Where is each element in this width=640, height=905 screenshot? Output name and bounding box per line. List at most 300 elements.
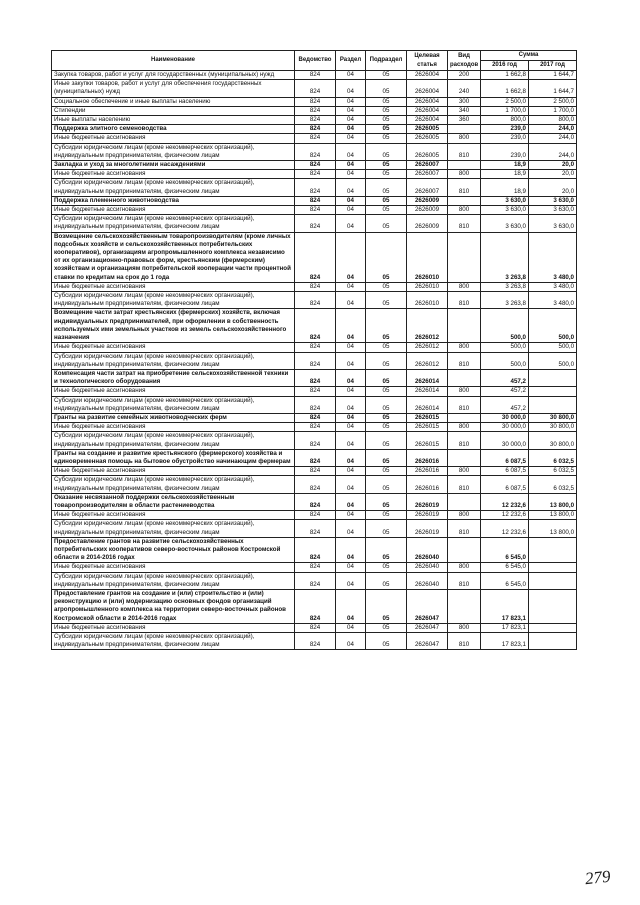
cell-tselevaya: 2626015 bbox=[407, 423, 448, 432]
cell-vedomstvo: 824 bbox=[295, 206, 336, 215]
cell-vedomstvo: 824 bbox=[295, 537, 336, 563]
cell-razdel: 04 bbox=[336, 232, 366, 282]
table-body bbox=[52, 71, 577, 650]
cell-2017: 6 032,5 bbox=[529, 449, 577, 466]
cell-razdel: 04 bbox=[336, 449, 366, 466]
cell-razdel: 04 bbox=[336, 97, 366, 106]
cell-vedomstvo: 824 bbox=[295, 97, 336, 106]
cell-podrazdel: 05 bbox=[366, 369, 407, 386]
table-row bbox=[52, 572, 577, 589]
cell-vedomstvo: 824 bbox=[295, 511, 336, 520]
cell-2017: 500,0 bbox=[529, 309, 577, 343]
cell-vedomstvo: 824 bbox=[295, 572, 336, 589]
cell-razdel: 04 bbox=[336, 215, 366, 232]
cell-2017 bbox=[529, 563, 577, 572]
cell-tselevaya: 2626019 bbox=[407, 511, 448, 520]
cell-2017: 244,0 bbox=[529, 143, 577, 160]
cell-name: Иные закупки товаров, работ и услуг для обеспечения государственных (муниципальных) нужд bbox=[52, 80, 295, 97]
cell-vid: 810 bbox=[448, 572, 481, 589]
cell-2017: 13 800,0 bbox=[529, 493, 577, 510]
cell-razdel: 04 bbox=[336, 493, 366, 510]
table-row bbox=[52, 413, 577, 422]
cell-tselevaya: 2626040 bbox=[407, 563, 448, 572]
budget-table bbox=[51, 50, 577, 650]
cell-name: Субсидии юридическим лицам (кроме некоммерческих организаций), индивидуальным предпринимателям, физическим лицам bbox=[52, 352, 295, 369]
cell-2016: 1 662,8 bbox=[481, 80, 529, 97]
table-row bbox=[52, 143, 577, 160]
cell-podrazdel: 05 bbox=[366, 396, 407, 413]
cell-2016: 457,2 bbox=[481, 369, 529, 386]
page-number: 279 bbox=[584, 866, 612, 889]
cell-name: Иные бюджетные ассигнования bbox=[52, 387, 295, 396]
cell-vedomstvo: 824 bbox=[295, 161, 336, 170]
cell-name: Поддержка элитного семеноводства bbox=[52, 125, 295, 134]
table-row bbox=[52, 589, 577, 623]
cell-podrazdel: 05 bbox=[366, 116, 407, 125]
cell-2017: 20,0 bbox=[529, 161, 577, 170]
cell-2017: 20,0 bbox=[529, 179, 577, 196]
cell-vid: 810 bbox=[448, 292, 481, 309]
table-row bbox=[52, 232, 577, 282]
header-vid: Вид расходов bbox=[448, 51, 481, 71]
cell-2017 bbox=[529, 369, 577, 386]
table-row bbox=[52, 387, 577, 396]
cell-podrazdel: 05 bbox=[366, 563, 407, 572]
header-razdel: Раздел bbox=[336, 51, 366, 71]
cell-tselevaya: 2626004 bbox=[407, 106, 448, 115]
cell-name: Иные бюджетные ассигнования bbox=[52, 467, 295, 476]
cell-2016: 239,0 bbox=[481, 125, 529, 134]
table-row bbox=[52, 179, 577, 196]
cell-razdel: 04 bbox=[336, 413, 366, 422]
cell-name: Субсидии юридическим лицам (кроме некоммерческих организаций), индивидуальным предпринимателям, физическим лицам bbox=[52, 633, 295, 650]
cell-vedomstvo: 824 bbox=[295, 449, 336, 466]
table-row bbox=[52, 206, 577, 215]
cell-podrazdel: 05 bbox=[366, 232, 407, 282]
cell-vedomstvo: 824 bbox=[295, 623, 336, 632]
table-row bbox=[52, 282, 577, 291]
cell-tselevaya: 2626040 bbox=[407, 572, 448, 589]
cell-name: Иные бюджетные ассигнования bbox=[52, 206, 295, 215]
cell-2016: 3 263,8 bbox=[481, 282, 529, 291]
cell-vid: 810 bbox=[448, 143, 481, 160]
header-2017: 2017 год bbox=[529, 61, 577, 71]
cell-tselevaya: 2626040 bbox=[407, 537, 448, 563]
cell-2017 bbox=[529, 633, 577, 650]
cell-name: Субсидии юридическим лицам (кроме некоммерческих организаций), индивидуальным предпринимателям, физическим лицам bbox=[52, 520, 295, 537]
cell-tselevaya: 2626009 bbox=[407, 215, 448, 232]
cell-vid bbox=[448, 161, 481, 170]
cell-podrazdel: 05 bbox=[366, 215, 407, 232]
cell-razdel: 04 bbox=[336, 179, 366, 196]
cell-vedomstvo: 824 bbox=[295, 387, 336, 396]
cell-tselevaya: 2626004 bbox=[407, 80, 448, 97]
cell-name: Закупка товаров, работ и услуг для государственных (муниципальных) нужд bbox=[52, 71, 295, 80]
cell-2016: 800,0 bbox=[481, 116, 529, 125]
cell-vid: 800 bbox=[448, 282, 481, 291]
cell-2017 bbox=[529, 623, 577, 632]
cell-vedomstvo: 824 bbox=[295, 134, 336, 143]
header-podrazdel: Подраздел bbox=[366, 51, 407, 71]
cell-vedomstvo: 824 bbox=[295, 369, 336, 386]
cell-vid: 800 bbox=[448, 134, 481, 143]
table-row bbox=[52, 369, 577, 386]
cell-vedomstvo: 824 bbox=[295, 423, 336, 432]
table-row bbox=[52, 467, 577, 476]
cell-podrazdel: 05 bbox=[366, 292, 407, 309]
cell-podrazdel: 05 bbox=[366, 476, 407, 493]
cell-podrazdel: 05 bbox=[366, 413, 407, 422]
cell-tselevaya: 2626015 bbox=[407, 413, 448, 422]
cell-podrazdel: 05 bbox=[366, 206, 407, 215]
cell-razdel: 04 bbox=[336, 292, 366, 309]
cell-podrazdel: 05 bbox=[366, 71, 407, 80]
cell-tselevaya: 2626015 bbox=[407, 432, 448, 449]
cell-name: Субсидии юридическим лицам (кроме некоммерческих организаций), индивидуальным предпринимателям, физическим лицам bbox=[52, 143, 295, 160]
cell-vedomstvo: 824 bbox=[295, 633, 336, 650]
cell-tselevaya: 2626014 bbox=[407, 369, 448, 386]
cell-vedomstvo: 824 bbox=[295, 352, 336, 369]
table-row bbox=[52, 520, 577, 537]
cell-tselevaya: 2626010 bbox=[407, 232, 448, 282]
cell-vedomstvo: 824 bbox=[295, 563, 336, 572]
cell-razdel: 04 bbox=[336, 520, 366, 537]
cell-2016: 6 545,0 bbox=[481, 537, 529, 563]
cell-podrazdel: 05 bbox=[366, 196, 407, 205]
table-row bbox=[52, 292, 577, 309]
cell-2017: 500,0 bbox=[529, 343, 577, 352]
cell-2017: 1 700,0 bbox=[529, 106, 577, 115]
cell-vid bbox=[448, 589, 481, 623]
cell-name: Иные бюджетные ассигнования bbox=[52, 343, 295, 352]
cell-2017: 30 800,0 bbox=[529, 413, 577, 422]
cell-2017: 6 032,5 bbox=[529, 476, 577, 493]
cell-2017 bbox=[529, 572, 577, 589]
cell-name: Иные бюджетные ассигнования bbox=[52, 423, 295, 432]
cell-name: Субсидии юридическим лицам (кроме некоммерческих организаций), индивидуальным предпринимателям, физическим лицам bbox=[52, 572, 295, 589]
cell-vedomstvo: 824 bbox=[295, 396, 336, 413]
cell-podrazdel: 05 bbox=[366, 179, 407, 196]
cell-vid: 800 bbox=[448, 206, 481, 215]
cell-podrazdel: 05 bbox=[366, 97, 407, 106]
cell-razdel: 04 bbox=[336, 563, 366, 572]
cell-vid: 800 bbox=[448, 563, 481, 572]
cell-vid: 810 bbox=[448, 633, 481, 650]
cell-name: Иные бюджетные ассигнования bbox=[52, 170, 295, 179]
cell-vid: 340 bbox=[448, 106, 481, 115]
cell-vedomstvo: 824 bbox=[295, 309, 336, 343]
cell-podrazdel: 05 bbox=[366, 520, 407, 537]
cell-2017: 500,0 bbox=[529, 352, 577, 369]
cell-razdel: 04 bbox=[336, 432, 366, 449]
cell-razdel: 04 bbox=[336, 143, 366, 160]
cell-name: Оказание несвязанной поддержки сельскохозяйственным товаропроизводителям в области растениеводства bbox=[52, 493, 295, 510]
cell-vedomstvo: 824 bbox=[295, 106, 336, 115]
cell-2016: 2 500,0 bbox=[481, 97, 529, 106]
cell-2017: 13 800,0 bbox=[529, 520, 577, 537]
cell-podrazdel: 05 bbox=[366, 572, 407, 589]
cell-vid: 800 bbox=[448, 623, 481, 632]
cell-name: Иные бюджетные ассигнования bbox=[52, 134, 295, 143]
cell-razdel: 04 bbox=[336, 396, 366, 413]
cell-podrazdel: 05 bbox=[366, 423, 407, 432]
cell-vedomstvo: 824 bbox=[295, 143, 336, 160]
cell-razdel: 04 bbox=[336, 476, 366, 493]
cell-vedomstvo: 824 bbox=[295, 215, 336, 232]
cell-vid bbox=[448, 196, 481, 205]
cell-2016: 17 823,1 bbox=[481, 633, 529, 650]
cell-podrazdel: 05 bbox=[366, 343, 407, 352]
cell-2017: 30 800,0 bbox=[529, 423, 577, 432]
header-vedomstvo: Ведомство bbox=[295, 51, 336, 71]
table-row bbox=[52, 563, 577, 572]
cell-2017 bbox=[529, 537, 577, 563]
cell-tselevaya: 2626009 bbox=[407, 206, 448, 215]
cell-tselevaya: 2626047 bbox=[407, 589, 448, 623]
table-row bbox=[52, 125, 577, 134]
cell-name: Субсидии юридическим лицам (кроме некоммерческих организаций), индивидуальным предпринимателям, физическим лицам bbox=[52, 215, 295, 232]
cell-tselevaya: 2626047 bbox=[407, 633, 448, 650]
cell-podrazdel: 05 bbox=[366, 125, 407, 134]
cell-vid bbox=[448, 413, 481, 422]
cell-razdel: 04 bbox=[336, 511, 366, 520]
cell-name: Субсидии юридическим лицам (кроме некоммерческих организаций), индивидуальным предпринимателям, физическим лицам bbox=[52, 396, 295, 413]
cell-tselevaya: 2626004 bbox=[407, 97, 448, 106]
cell-2016: 500,0 bbox=[481, 309, 529, 343]
cell-2017: 3 630,0 bbox=[529, 196, 577, 205]
cell-podrazdel: 05 bbox=[366, 170, 407, 179]
cell-2017: 244,0 bbox=[529, 125, 577, 134]
cell-tselevaya: 2626019 bbox=[407, 493, 448, 510]
cell-podrazdel: 05 bbox=[366, 589, 407, 623]
cell-2017: 3 480,0 bbox=[529, 282, 577, 291]
cell-2017: 800,0 bbox=[529, 116, 577, 125]
cell-razdel: 04 bbox=[336, 423, 366, 432]
cell-2016: 500,0 bbox=[481, 352, 529, 369]
table-row bbox=[52, 633, 577, 650]
cell-tselevaya: 2626004 bbox=[407, 71, 448, 80]
cell-razdel: 04 bbox=[336, 387, 366, 396]
cell-razdel: 04 bbox=[336, 572, 366, 589]
cell-podrazdel: 05 bbox=[366, 493, 407, 510]
cell-2017: 20,0 bbox=[529, 170, 577, 179]
cell-vid bbox=[448, 309, 481, 343]
table-row bbox=[52, 161, 577, 170]
cell-podrazdel: 05 bbox=[366, 432, 407, 449]
cell-razdel: 04 bbox=[336, 196, 366, 205]
cell-podrazdel: 05 bbox=[366, 537, 407, 563]
cell-vedomstvo: 824 bbox=[295, 343, 336, 352]
cell-2016: 6 087,5 bbox=[481, 449, 529, 466]
cell-vid: 810 bbox=[448, 520, 481, 537]
cell-podrazdel: 05 bbox=[366, 633, 407, 650]
cell-name: Субсидии юридическим лицам (кроме некоммерческих организаций), индивидуальным предпринимателям, физическим лицам bbox=[52, 476, 295, 493]
cell-podrazdel: 05 bbox=[366, 623, 407, 632]
table-row bbox=[52, 432, 577, 449]
cell-tselevaya: 2626007 bbox=[407, 170, 448, 179]
cell-2016: 30 000,0 bbox=[481, 423, 529, 432]
cell-vid: 810 bbox=[448, 179, 481, 196]
cell-vid: 300 bbox=[448, 97, 481, 106]
cell-vid: 800 bbox=[448, 170, 481, 179]
table-row bbox=[52, 170, 577, 179]
cell-razdel: 04 bbox=[336, 352, 366, 369]
cell-tselevaya: 2626005 bbox=[407, 134, 448, 143]
cell-vedomstvo: 824 bbox=[295, 476, 336, 493]
cell-razdel: 04 bbox=[336, 633, 366, 650]
cell-2016: 3 630,0 bbox=[481, 196, 529, 205]
cell-vedomstvo: 824 bbox=[295, 116, 336, 125]
cell-2016: 457,2 bbox=[481, 396, 529, 413]
cell-name: Предоставление грантов на создание и (или) строительство и (или) реконструкцию и (или) модернизацию основных фондов организаций агропромышленного комплекса на территории северо-восточных районов Костромской области в 2014-2016 годах bbox=[52, 589, 295, 623]
cell-name: Иные бюджетные ассигнования bbox=[52, 623, 295, 632]
cell-vedomstvo: 824 bbox=[295, 292, 336, 309]
cell-name: Предоставление грантов на развитие сельскохозяйственных потребительских кооперативов северо-восточных районов Костромской области в 2014-2016 годах bbox=[52, 537, 295, 563]
cell-razdel: 04 bbox=[336, 161, 366, 170]
cell-2016: 3 630,0 bbox=[481, 206, 529, 215]
cell-razdel: 04 bbox=[336, 106, 366, 115]
table-row bbox=[52, 106, 577, 115]
cell-vedomstvo: 824 bbox=[295, 179, 336, 196]
table-row bbox=[52, 423, 577, 432]
table-row bbox=[52, 215, 577, 232]
cell-2016: 17 823,1 bbox=[481, 623, 529, 632]
cell-2017: 3 630,0 bbox=[529, 206, 577, 215]
table-row bbox=[52, 476, 577, 493]
cell-name: Стипендии bbox=[52, 106, 295, 115]
cell-razdel: 04 bbox=[336, 206, 366, 215]
cell-razdel: 04 bbox=[336, 282, 366, 291]
cell-tselevaya: 2626014 bbox=[407, 396, 448, 413]
cell-name: Возмещение части затрат крестьянских (фермерских) хозяйств, включая индивидуальных предпринимателей, при оформлении в собственность используемых ими земельных участков из земель сельскохозяйственного назначения bbox=[52, 309, 295, 343]
cell-tselevaya: 2626007 bbox=[407, 161, 448, 170]
cell-tselevaya: 2626014 bbox=[407, 387, 448, 396]
cell-2016: 12 232,6 bbox=[481, 520, 529, 537]
cell-vedomstvo: 824 bbox=[295, 196, 336, 205]
cell-razdel: 04 bbox=[336, 125, 366, 134]
cell-vedomstvo: 824 bbox=[295, 493, 336, 510]
cell-vid: 800 bbox=[448, 467, 481, 476]
table-row bbox=[52, 71, 577, 80]
cell-vid: 810 bbox=[448, 396, 481, 413]
cell-razdel: 04 bbox=[336, 116, 366, 125]
cell-2017 bbox=[529, 589, 577, 623]
cell-name: Социальное обеспечение и иные выплаты населению bbox=[52, 97, 295, 106]
cell-vedomstvo: 824 bbox=[295, 125, 336, 134]
cell-podrazdel: 05 bbox=[366, 352, 407, 369]
cell-vid bbox=[448, 125, 481, 134]
table-row bbox=[52, 352, 577, 369]
cell-vedomstvo: 824 bbox=[295, 413, 336, 422]
cell-tselevaya: 2626010 bbox=[407, 292, 448, 309]
cell-name: Иные бюджетные ассигнования bbox=[52, 511, 295, 520]
cell-razdel: 04 bbox=[336, 589, 366, 623]
cell-2017: 3 630,0 bbox=[529, 215, 577, 232]
cell-vedomstvo: 824 bbox=[295, 467, 336, 476]
cell-2017: 6 032,5 bbox=[529, 467, 577, 476]
cell-2016: 30 000,0 bbox=[481, 413, 529, 422]
cell-podrazdel: 05 bbox=[366, 387, 407, 396]
cell-name: Иные бюджетные ассигнования bbox=[52, 563, 295, 572]
cell-2016: 3 263,8 bbox=[481, 292, 529, 309]
cell-name: Субсидии юридическим лицам (кроме некоммерческих организаций), индивидуальным предпринимателям, физическим лицам bbox=[52, 432, 295, 449]
cell-vedomstvo: 824 bbox=[295, 589, 336, 623]
cell-2016: 6 545,0 bbox=[481, 563, 529, 572]
table-row bbox=[52, 80, 577, 97]
cell-podrazdel: 05 bbox=[366, 282, 407, 291]
cell-razdel: 04 bbox=[336, 71, 366, 80]
cell-vid: 810 bbox=[448, 352, 481, 369]
cell-2016: 18,9 bbox=[481, 170, 529, 179]
cell-vedomstvo: 824 bbox=[295, 71, 336, 80]
cell-podrazdel: 05 bbox=[366, 106, 407, 115]
cell-name: Компенсация части затрат на приобретение сельскохозяйственной техники и технологического оборудования bbox=[52, 369, 295, 386]
cell-tselevaya: 2626019 bbox=[407, 520, 448, 537]
cell-name: Гранты на создание и развитие крестьянского (фермерского) хозяйства и единовременная помощь на бытовое обустройство начинающим фермерам bbox=[52, 449, 295, 466]
cell-podrazdel: 05 bbox=[366, 511, 407, 520]
table-row bbox=[52, 623, 577, 632]
table-row bbox=[52, 309, 577, 343]
cell-tselevaya: 2626012 bbox=[407, 352, 448, 369]
cell-razdel: 04 bbox=[336, 537, 366, 563]
cell-2017: 1 644,7 bbox=[529, 71, 577, 80]
cell-2016: 6 087,5 bbox=[481, 476, 529, 493]
cell-vedomstvo: 824 bbox=[295, 520, 336, 537]
table-row bbox=[52, 116, 577, 125]
cell-2016: 30 000,0 bbox=[481, 432, 529, 449]
table-row bbox=[52, 97, 577, 106]
cell-name: Иные выплаты населению bbox=[52, 116, 295, 125]
cell-vid: 800 bbox=[448, 511, 481, 520]
cell-tselevaya: 2626016 bbox=[407, 449, 448, 466]
cell-2016: 500,0 bbox=[481, 343, 529, 352]
table-row bbox=[52, 196, 577, 205]
cell-name: Поддержка племенного животноводства bbox=[52, 196, 295, 205]
cell-2016: 3 630,0 bbox=[481, 215, 529, 232]
cell-2016: 1 700,0 bbox=[481, 106, 529, 115]
cell-razdel: 04 bbox=[336, 343, 366, 352]
cell-2017: 1 644,7 bbox=[529, 80, 577, 97]
cell-2016: 12 232,6 bbox=[481, 493, 529, 510]
cell-2016: 239,0 bbox=[481, 134, 529, 143]
cell-2016: 18,9 bbox=[481, 161, 529, 170]
cell-podrazdel: 05 bbox=[366, 467, 407, 476]
header-2016: 2016 год bbox=[481, 61, 529, 71]
cell-vid: 200 bbox=[448, 71, 481, 80]
cell-podrazdel: 05 bbox=[366, 80, 407, 97]
cell-2017: 30 800,0 bbox=[529, 432, 577, 449]
cell-tselevaya: 2626005 bbox=[407, 125, 448, 134]
cell-tselevaya: 2626016 bbox=[407, 467, 448, 476]
cell-vid: 810 bbox=[448, 432, 481, 449]
cell-vid bbox=[448, 493, 481, 510]
cell-tselevaya: 2626004 bbox=[407, 116, 448, 125]
cell-2017: 3 480,0 bbox=[529, 232, 577, 282]
table-row bbox=[52, 511, 577, 520]
cell-2016: 6 087,5 bbox=[481, 467, 529, 476]
cell-2016: 6 545,0 bbox=[481, 572, 529, 589]
cell-vid bbox=[448, 369, 481, 386]
cell-tselevaya: 2626016 bbox=[407, 476, 448, 493]
cell-podrazdel: 05 bbox=[366, 134, 407, 143]
cell-name: Субсидии юридическим лицам (кроме некоммерческих организаций), индивидуальным предпринимателям, физическим лицам bbox=[52, 292, 295, 309]
header-summa: Сумма bbox=[481, 51, 577, 61]
cell-2016: 17 823,1 bbox=[481, 589, 529, 623]
cell-2016: 457,2 bbox=[481, 387, 529, 396]
cell-vid: 360 bbox=[448, 116, 481, 125]
cell-vid: 800 bbox=[448, 387, 481, 396]
cell-2017: 3 480,0 bbox=[529, 292, 577, 309]
